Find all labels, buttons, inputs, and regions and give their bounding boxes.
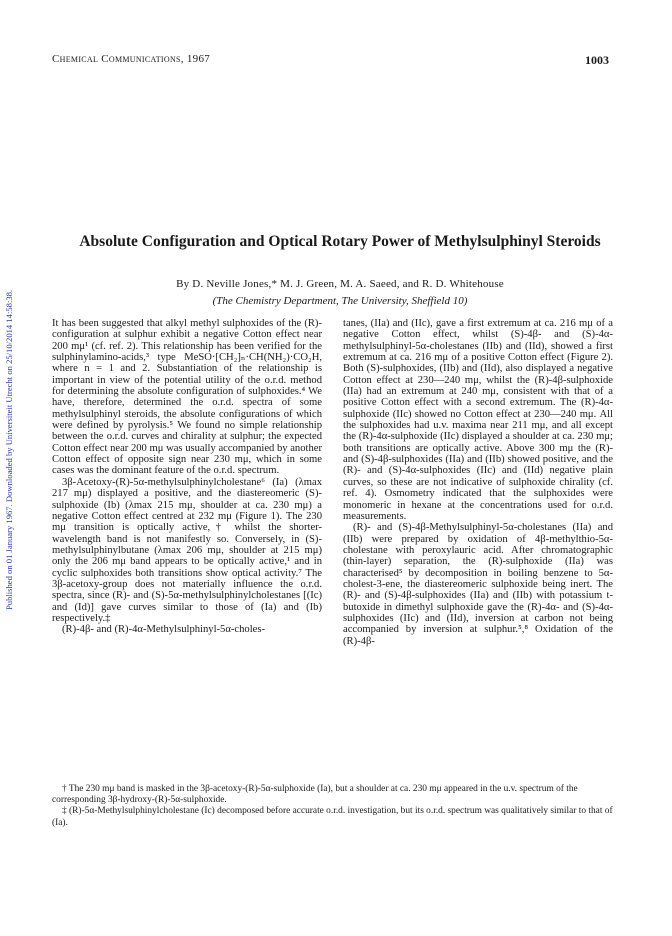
footnotes xyxy=(52,784,617,829)
body-paragraph: (R)- and (S)-4β-Methylsulphinyl-5α-cholestanes (IIa) and (IIb) were prepared by oxidation of 4β-methylthio-5α-cholestane with peroxylauric acid. After chromatographic (thin-layer) separation, the (R)-sulphoxide (IIa) was characterised⁵ by decomposition in boiling benzene to 5α-cholest-3-ene, the diastereomeric sulphoxide being inert. The (R)- and (S)-4β-sulphoxides (IIa) and (IIb) with potassium t-butoxide in dimethyl sulphoxide gave the (R)-4α- and (S)-4α-sulphoxides (IIc) and (IId), inversion at carbon not being accompanied by inversion at sulphur.⁵,⁸ Oxidation of the (R)-4β- xyxy=(343,522,613,647)
body-right-column xyxy=(343,318,613,758)
article-authors: By D. Neville Jones,* M. J. Green, M. A. Saeed, and R. D. Whitehouse xyxy=(176,278,504,290)
journal-header: Chemical Communications, 1967 xyxy=(52,53,211,65)
body-paragraph: tanes, (IIa) and (IIc), gave a first extremum at ca. 216 mμ of a negative Cotton effect, whilst (S)-4β- and (S)-4α-methylsulphinyl-5α-cholestanes (IIb) and (IId), showed a first extremum at ca. 216 mμ of a positive Cotton effect (Figure 2). Both (S)-sulphoxides, (IIb) and (IId), also displayed a negative Cotton effect at 230—240 mμ, whilst the (R)-4β-sulphoxide (IIa) had an extremum at 240 mμ, consistent with that of a positive Cotton effect with a second extremum. The (R)-4α-sulphoxide (IIc) showed no Cotton effect at 230—240 mμ. All the sulphoxides had u.v. maxima near 211 mμ, and all except the (R)-4α-sulphoxide (IIc) displayed a shoulder at ca. 230 mμ; both transitions are optically active. Above 300 mμ the (R)- and (S)-4β-sulphoxides (IIa) and (IIb) showed positive, and the (R)- and (S)-4α-sulphoxides (IIc) and (IId) negative plain curves, so these are not indicative of sulphoxide chirality (cf. ref. 4). Osmometry indicated that the sulphoxides were monomeric in hexane at the concentrations used for o.r.d. measurements. xyxy=(343,318,613,522)
footnote: † The 230 mμ band is masked in the 3β-acetoxy-(R)-5α-sulphoxide (Ia), but a shoulder at ca. 230 mμ appeared in the u.v. spectrum of the corresponding 3β-hydroxy-(R)-5α-sulphoxide. xyxy=(52,784,578,806)
article-title: Absolute Configuration and Optical Rotary Power of Methylsulphinyl Steroids xyxy=(79,233,601,250)
body-paragraph: (R)-4β- and (R)-4α-Methylsulphinyl-5α-choles- xyxy=(62,624,266,636)
body-paragraph: 3β-Acetoxy-(R)-5α-methylsulphinylcholestane⁶ (Ia) (λmax 217 mμ) displayed a positive, and the diastereomeric (S)-sulphoxide (Ib) (λmax 215 mμ, shoulder at ca. 230 mμ) a negative Cotton effect centred at 232 mμ (Figure 1). The 230 mμ transition is optically active,† whilst the shorter-wavelength band is not manifestly so. Conversely, in (S)-methylsulphinylbutane (λmax 206 mμ, shoulder at 215 mμ) only the 206 mμ band appears to be optically active,¹ and in cyclic sulphoxides both transitions show optical activity.⁷ The 3β-acetoxy-group does not materially influence the o.r.d. spectra, since (R)- and (S)-5α-methylsulphinylcholestanes [(Ic) and (Id)] gave curves similar to those of (Ia) and (Ib) respectively.‡ xyxy=(52,476,322,624)
download-notice-text: Published on 01 January 1967. Downloaded by Universiteit Utrecht on 25/10/2014 14:58:38. xyxy=(4,289,14,610)
body-paragraph: It has been suggested that alkyl methyl sulphoxides of the (R)-configuration at sulphur exhibit a negative Cotton effect near 200 mμ¹ (cf. ref. 2). This relationship has been verified for the sulphinylamino-acids,³ type MeSO·[CH₂]ₙ·CH(NH₂)·CO₂H, where n = 1 and 2. Substantiation of the relationship is important in view of the potential utility of the o.r.d. method for determining the absolute configuration of sulphoxides.⁴ We have, therefore, determined the o.r.d. spectra of some methylsulphinyl steroids, the absolute configurations of which were defined by pyrolysis.⁵ We found no simple relationship between the o.r.d. curves and chirality at sulphur; the expected Cotton effect near 200 mμ was usually accompanied by another Cotton effect of opposite sign near 230 mμ, which in some cases was the dominant feature of the o.r.d. spectrum. xyxy=(52,318,322,477)
page-number: 1003 xyxy=(585,53,609,67)
download-notice-sidebar xyxy=(2,170,16,610)
article-affiliation: (The Chemistry Department, The University, Sheffield 10) xyxy=(212,295,468,307)
footnote: ‡ (R)-5α-Methylsulphinylcholestane (Ic) decomposed before accurate o.r.d. investigation, but its o.r.d. spectrum was qualitatively similar to that of (Ia). xyxy=(52,806,613,828)
body-left-column xyxy=(52,318,322,758)
